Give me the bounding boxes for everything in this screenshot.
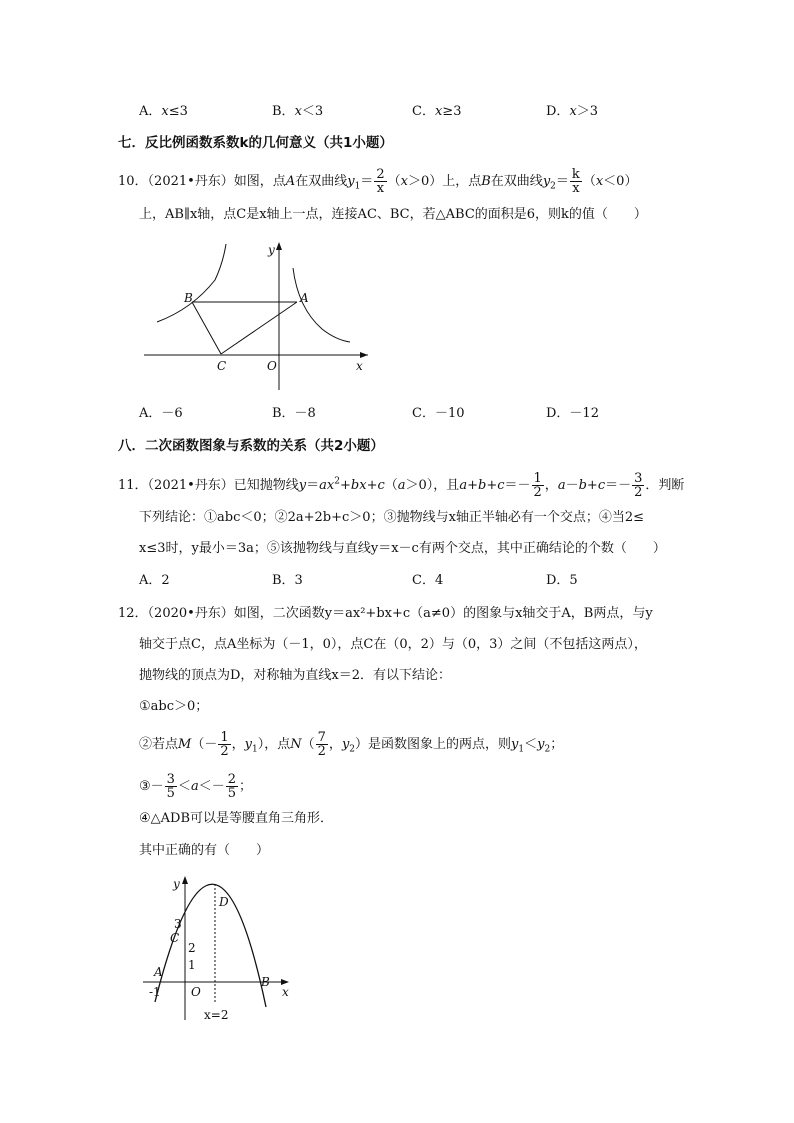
q12-conclusion-1: ①abc＞0； — [139, 699, 209, 714]
q10-label-y: y — [268, 243, 275, 257]
q11-line1: 11．（2021•丹东）已知抛物线$y=ax^2+bx+c(a>0)$，且a+b+c＝－ $\frac{1}{2}$ ，a－b+c＝－ $\frac{3}{2}$ ．判断 — [118, 471, 685, 500]
q10-segment-bc — [192, 302, 221, 354]
q12-label-o: O — [191, 985, 201, 999]
q12-y-arrow — [182, 876, 188, 884]
q10-x-arrow — [360, 352, 368, 358]
q10-y-arrow — [276, 242, 282, 250]
q12-question: 其中正确的有（ ） — [139, 843, 270, 858]
q12-parabola — [155, 884, 266, 1007]
q12-label-d: D — [219, 895, 229, 909]
q11-option-c: C．4 — [412, 573, 444, 588]
q10-option-c: C．－10 — [412, 406, 465, 421]
q12-conclusion-3: ③－ $\frac{3}{5}$ ＜a＜－ $\frac{2}{5}$ ； — [139, 772, 253, 801]
q10-label-a: A — [300, 291, 309, 305]
section-7-title: 七．反比例函数系数k的几何意义（共1小题） — [118, 135, 393, 151]
q12-label-1: 1 — [188, 958, 196, 972]
q9-option-d: D．x＞3 — [546, 104, 599, 119]
q9-option-b: B．x＜3 — [272, 104, 324, 119]
q12-conclusion-4: ④△ADB可以是等腰直角三角形． — [139, 811, 334, 826]
q12-label-b: B — [261, 975, 270, 989]
q10-curve-right — [293, 268, 350, 342]
q10-line2: 上，AB∥x轴，点C是x轴上一点，连接AC、BC，若△ABC的面积是6，则k的值（ ） — [139, 207, 647, 222]
q12-label-y: y — [173, 877, 180, 891]
q11-line3: x≤3时，y最小＝3a；⑤该抛物线与直线y＝x－c有两个交点，其中正确结论的个数（ ） — [139, 541, 666, 556]
section-8-title: 八．二次函数图象与系数的关系（共2小题） — [118, 438, 384, 454]
q10-label-x: x — [356, 359, 363, 373]
q10-figure — [140, 238, 380, 398]
q11-option-b: B．3 — [272, 573, 303, 588]
q12-label-2: 2 — [188, 941, 196, 955]
q12-line1: 12．（2020•丹东）如图，二次函数y＝ax²+bx+c（a≠0）的图象与x轴交于A，B两点，与y — [118, 606, 653, 621]
q10-segment-ca — [221, 302, 297, 354]
q10-label-o: O — [267, 359, 277, 373]
q12-label-a: A — [154, 965, 163, 979]
q12-label-axis: x=2 — [204, 1008, 229, 1022]
q11-option-d: D．5 — [546, 573, 578, 588]
q12-label-x: x — [282, 985, 289, 999]
q11-option-a: A．2 — [139, 573, 170, 588]
q9-option-a: A．x≤3 — [139, 104, 188, 119]
q12-line3: 抛物线的顶点为D，对称轴为直线x＝2．有以下结论： — [139, 668, 452, 683]
q10-line1: 10．（2021•丹东）如图，点A在双曲线$y_1=$ $\frac{2}{x}$ （x＞0）上，点B在双曲线$y_2=$ $\frac{k}{x}$ （x＜0） — [118, 167, 638, 196]
q12-label-c: C — [170, 931, 180, 945]
q11-line2: 下列结论：①abc＜0；②2a+2b+c＞0；③抛物线与x轴正半轴必有一个交点；④当2≤ — [139, 510, 645, 525]
q12-conclusion-2: ②若点M（－ $\frac{1}{2}$ ，$y_1$），点N（ $\frac{7}{2}$ ，$y_2$）是函数图象上的两点，则$y_1<y_2$； — [139, 730, 564, 759]
q10-label-c: C — [217, 359, 227, 373]
q10-option-d: D．－12 — [546, 406, 599, 421]
q10-option-a: A．－6 — [139, 406, 183, 421]
q10-label-b: B — [184, 291, 193, 305]
q10-curve-left — [157, 244, 226, 322]
q12-label-3: 3 — [174, 917, 182, 931]
q9-option-c: C．x≥3 — [412, 104, 462, 119]
q12-line2: 轴交于点C，点A坐标为（－1，0），点C在（0，2）与（0，3）之间（不包括这两点）， — [139, 637, 647, 652]
q10-option-b: B．－8 — [272, 406, 316, 421]
q12-figure — [140, 872, 310, 1027]
q12-label-neg1: -1 — [149, 985, 161, 999]
